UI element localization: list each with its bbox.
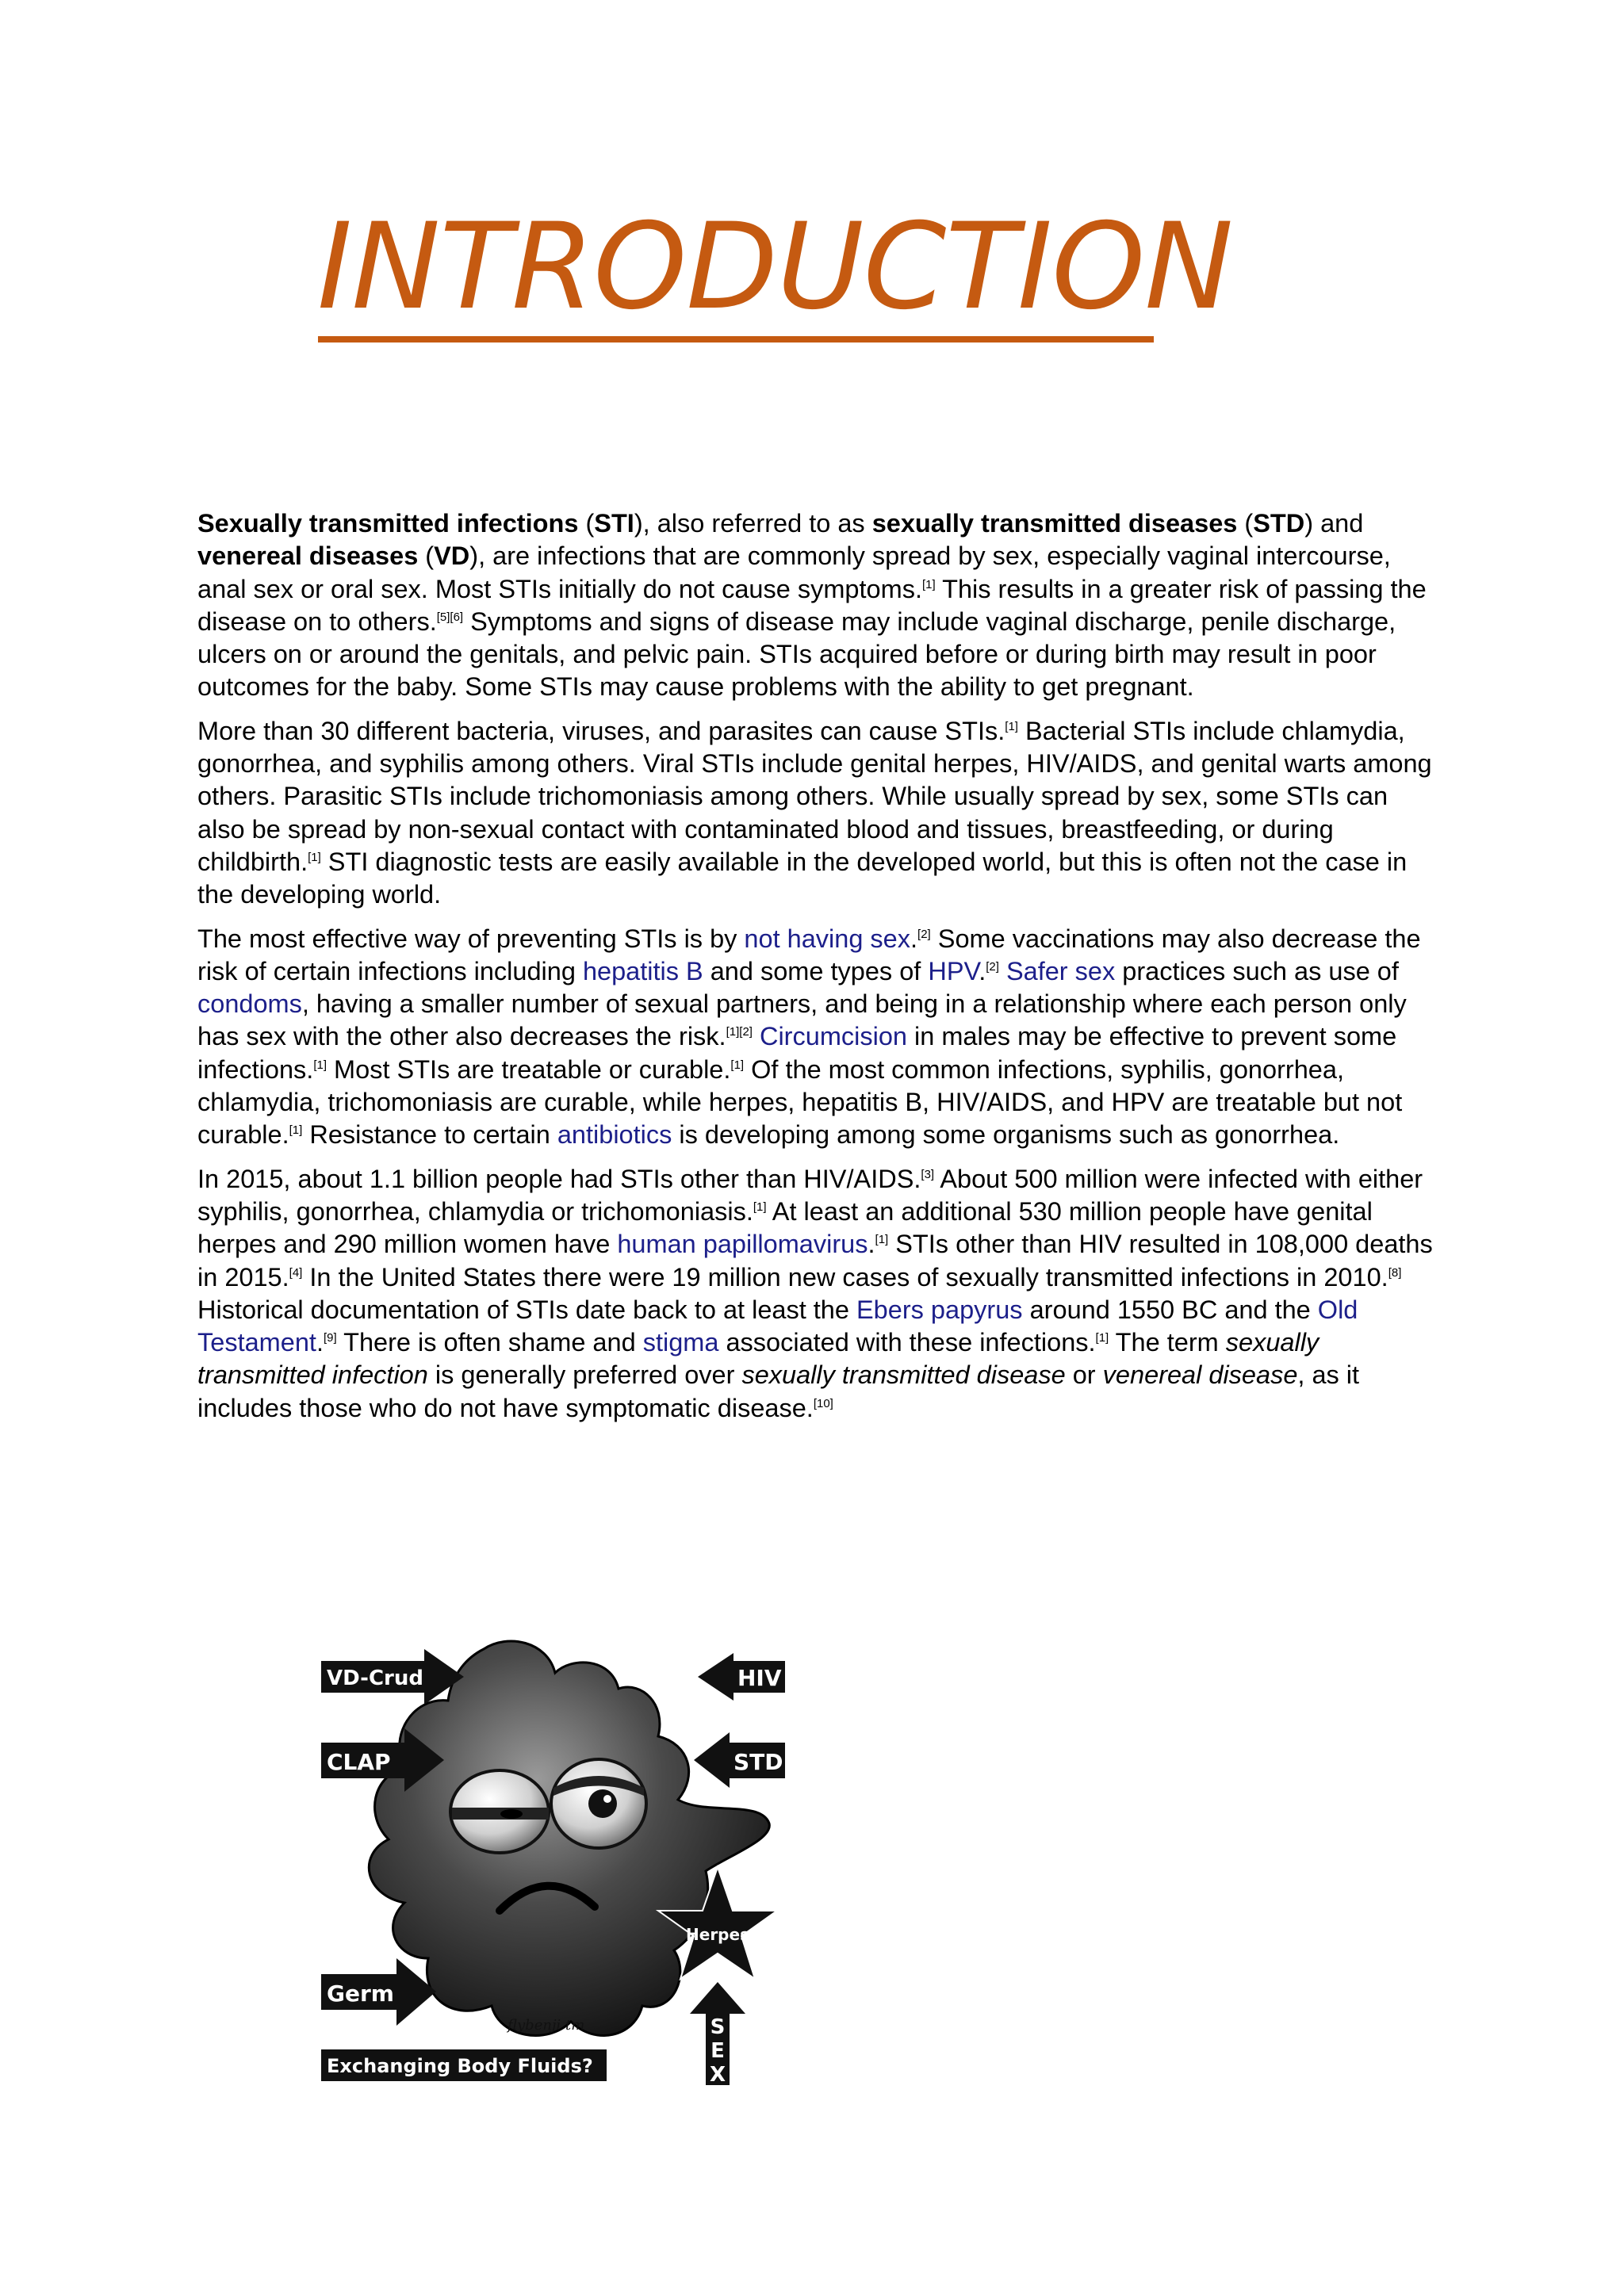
text: , as it includes those who do not have symptomatic disease. — [197, 1360, 1360, 1422]
link-condoms[interactable]: condoms — [197, 989, 302, 1019]
paragraph-prevention — [197, 923, 1434, 1152]
text: is developing among some organisms such as gonorrhea. — [672, 1120, 1340, 1150]
text: and some types of — [703, 956, 929, 985]
text: This results in a greater risk of passing the disease on to others. — [197, 574, 1427, 636]
link-safer-sex[interactable]: Safer sex — [1005, 956, 1116, 985]
text: ( — [578, 509, 595, 538]
citation: [8] — [1388, 1265, 1402, 1280]
term-italic: sexually transmitted infection — [197, 1328, 1320, 1390]
link-old-testament[interactable]: Old Testament — [197, 1295, 1358, 1357]
left-eye — [450, 1770, 549, 1853]
text: ) and — [1304, 509, 1364, 538]
text: around 1550 BC and the — [1022, 1295, 1318, 1324]
text: ( — [1237, 509, 1254, 538]
text: Of the most common infections, syphilis, gonorrhea, chlamydia, trichomoniasis are curable, while herpes, hepatitis B, HIV/AIDS, and HPV are treatable but not curable. — [197, 1054, 1403, 1150]
text: More than 30 different bacteria, viruses, and parasites can cause STIs. — [197, 716, 1005, 745]
paragraph-definition — [197, 507, 1434, 704]
label-germ: Germ — [327, 1980, 394, 2007]
term-vd: venereal diseases — [197, 541, 419, 571]
citation: [4] — [289, 1265, 303, 1280]
hiv-arrow — [698, 1653, 785, 1701]
text: . — [979, 956, 986, 985]
citation: [3] — [921, 1167, 935, 1181]
label-herpes: Herpes — [686, 1925, 749, 1944]
text: is generally preferred over — [427, 1360, 742, 1390]
title-underline — [318, 336, 1154, 342]
text: At least an additional 530 million people have genital herpes and 290 million women have — [197, 1196, 1373, 1259]
body-fluids-banner — [321, 2049, 607, 2081]
abbr-std: STD — [1253, 509, 1305, 538]
citation: [1] — [308, 851, 321, 865]
term-std: sexually transmitted diseases — [871, 509, 1238, 538]
paragraph-causes — [197, 715, 1434, 912]
text: associated with these infections. — [718, 1328, 1096, 1357]
citation: [1] — [921, 577, 936, 591]
citation: [1] — [1005, 719, 1018, 733]
artist-signature: flybenji tm — [508, 2017, 585, 2034]
citation: [1] — [753, 1200, 767, 1215]
page-title: INTRODUCTION — [317, 198, 1233, 336]
text: Bacterial STIs include chlamydia, gonorrhea, and syphilis among others. Viral STIs include genital herpes, HIV/AIDS, and genital warts among others. Parasitic STIs include trichomoniasis among others. While usually spread by sex, some STIs can also be spread by non-sexual contact with contaminated blood and tissues, breastfeeding, or during childbirth. — [197, 716, 1432, 876]
label-hiv: HIV — [737, 1665, 782, 1691]
text: The term — [1109, 1328, 1226, 1357]
citation: [1] — [1095, 1331, 1109, 1345]
citation: [1][2] — [726, 1025, 753, 1039]
link-human-papillomavirus[interactable]: human papillomavirus — [617, 1230, 868, 1259]
abbr-sti: STI — [594, 509, 634, 538]
citation: [9] — [323, 1331, 337, 1345]
citation: [5][6] — [436, 610, 464, 625]
link-hepatitis-b[interactable]: hepatitis B — [582, 956, 703, 985]
germ-illustration — [317, 1625, 793, 2085]
label-banner: Exchanging Body Fluids? — [327, 2055, 593, 2077]
label-e: E — [710, 2039, 725, 2063]
text: in males may be effective to prevent some infections. — [197, 1022, 1397, 1084]
link-ebers-papyrus[interactable]: Ebers papyrus — [856, 1295, 1023, 1324]
text: Some vaccinations may also decrease the risk of certain infections including — [197, 924, 1421, 985]
label-vd-crud: VD-Crud — [327, 1667, 424, 1690]
text: Resistance to certain — [302, 1120, 557, 1150]
vd-crud-arrow — [321, 1649, 464, 1705]
text: Historical documentation of STIs date back to at least the — [197, 1295, 856, 1324]
text: . — [910, 924, 918, 953]
text — [999, 957, 1006, 985]
text: ), also referred to as — [634, 509, 872, 538]
label-s: S — [710, 2015, 726, 2039]
link-hpv[interactable]: HPV — [928, 956, 979, 985]
citation: [1] — [730, 1058, 745, 1072]
text: . — [316, 1328, 324, 1357]
article-body — [197, 507, 1434, 1436]
link-not-having-sex[interactable]: not having sex — [744, 924, 911, 953]
link-antibiotics[interactable]: antibiotics — [557, 1120, 672, 1150]
text: STIs other than HIV resulted in 108,000 deaths in 2015. — [197, 1230, 1433, 1292]
text: Symptoms and signs of disease may include vaginal discharge, penile discharge, ulcers on or around the genitals, and pelvic pain. STIs acquired before or during birth may result in poor outcomes for the baby. Some STIs may cause problems with the ability to get pregnant. — [197, 607, 1396, 702]
citation: [1] — [313, 1058, 327, 1072]
text: In 2015, about 1.1 billion people had STIs other than HIV/AIDS. — [197, 1164, 921, 1193]
std-arrow — [694, 1732, 785, 1788]
right-eye — [551, 1759, 646, 1848]
text: ( — [418, 541, 435, 571]
citation: [1] — [875, 1233, 889, 1247]
text: In the United States there were 19 million new cases of sexually transmitted infections in 2010. — [302, 1262, 1388, 1292]
label-std: STD — [733, 1749, 783, 1775]
citation: [10] — [813, 1396, 833, 1410]
text: The most effective way of preventing STIs is by — [197, 924, 745, 953]
text — [753, 1022, 760, 1050]
citation: [2] — [917, 927, 931, 941]
label-clap: CLAP — [327, 1749, 391, 1775]
link-circumcision[interactable]: Circumcision — [759, 1022, 907, 1051]
germ-arrow — [321, 1958, 436, 2026]
abbr-vd: VD — [434, 541, 470, 571]
sex-arrow — [690, 1982, 745, 2085]
term-italic: sexually transmitted disease — [741, 1360, 1066, 1390]
text: There is often shame and — [336, 1328, 643, 1357]
text: STI diagnostic tests are easily available in the developed world, but this is often not the case in the developing world. — [197, 847, 1408, 909]
link-stigma[interactable]: stigma — [642, 1328, 719, 1357]
text: . — [868, 1230, 875, 1259]
text: Most STIs are treatable or curable. — [327, 1054, 731, 1084]
text: or — [1065, 1360, 1103, 1390]
citation: [1] — [289, 1123, 303, 1138]
term-sti: Sexually transmitted infections — [197, 509, 579, 538]
text: About 500 million were infected with either syphilis, gonorrhea, chlamydia or trichomoniasis. — [197, 1164, 1423, 1226]
term-italic: venereal disease — [1102, 1360, 1298, 1390]
text: practices such as use of — [1115, 956, 1399, 985]
text: ), are infections that are commonly spread by sex, especially vaginal intercourse, anal sex or oral sex. Most STIs initially do not cause symptoms. — [197, 541, 1391, 603]
paragraph-epidemiology — [197, 1163, 1434, 1425]
citation: [2] — [986, 960, 999, 974]
text: , having a smaller number of sexual partners, and being in a relationship where each person only has sex with the other also decreases the risk. — [197, 989, 1407, 1051]
label-x: X — [709, 2063, 726, 2085]
